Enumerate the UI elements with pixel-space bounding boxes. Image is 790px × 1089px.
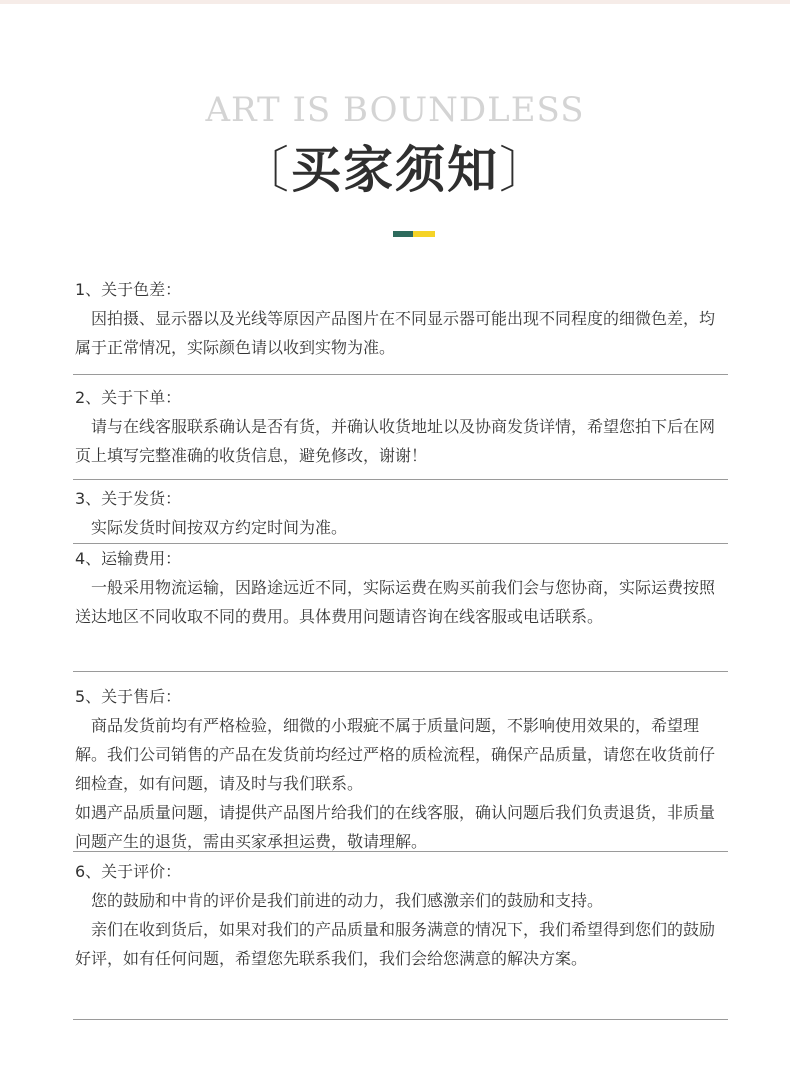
accent-bar-teal: [393, 231, 413, 237]
title-text: 买家须知: [291, 141, 499, 199]
section-heading: 1、关于色差：: [75, 280, 182, 299]
section-divider: [73, 479, 728, 480]
section-paragraph: 因拍摄、显示器以及光线等原因产品图片在不同显示器可能出现不同程度的细微色差，均属于正常情况，实际颜色请以收到实物为准。: [75, 309, 716, 357]
notice-section-reviews: [75, 858, 727, 973]
page-subtitle: ART IS BOUNDLESS: [205, 90, 585, 130]
notice-section-after-sales: [75, 683, 727, 856]
section-paragraph: 如遇产品质量问题，请提供产品图片给我们的在线客服，确认问题后我们负责退货，非质量问题产生的退货，需由买家承担运费，敬请理解。: [75, 803, 716, 851]
section-heading: 3、关于发货：: [75, 489, 182, 508]
section-paragraph: 商品发货前均有严格检验，细微的小瑕疵不属于质量问题，不影响使用效果的，希望理解。我们公司销售的产品在发货前均经过严格的质检流程，确保产品质量，请您在收货前仔细检查，如有问题，请及时与我们联系。: [75, 716, 716, 793]
section-heading: 2、关于下单：: [75, 388, 182, 407]
title-bracket-open: 〔: [239, 141, 291, 199]
section-paragraph: 一般采用物流运输，因路途远近不同，实际运费在购买前我们会与您协商，实际运费按照送达地区不同收取不同的费用。具体费用问题请咨询在线客服或电话联系。: [75, 578, 716, 626]
section-paragraph: 亲们在收到货后，如果对我们的产品质量和服务满意的情况下，我们希望得到您们的鼓励好评，如有任何问题，希望您先联系我们，我们会给您满意的解决方案。: [75, 920, 716, 968]
section-paragraph: 实际发货时间按双方约定时间为准。: [75, 518, 348, 537]
section-divider: [73, 1019, 728, 1020]
section-divider: [73, 851, 728, 852]
notice-section-ordering: [75, 384, 727, 470]
section-divider: [73, 671, 728, 672]
section-divider: [73, 543, 728, 544]
section-divider: [73, 374, 728, 375]
section-heading: 6、关于评价：: [75, 862, 182, 881]
accent-bar-yellow: [413, 231, 435, 237]
section-heading: 4、运输费用：: [75, 549, 182, 568]
page-title: [0, 138, 790, 202]
title-bracket-close: 〕: [499, 141, 551, 199]
section-paragraph: 请与在线客服联系确认是否有货，并确认收货地址以及协商发货详情，希望您拍下后在网页上填写完整准确的收货信息，避免修改，谢谢！: [75, 417, 716, 465]
notice-section-shipping: [75, 485, 727, 542]
notice-section-freight: [75, 545, 727, 631]
section-paragraph: 您的鼓励和中肯的评价是我们前进的动力，我们感激亲们的鼓励和支持。: [75, 891, 604, 910]
top-strip: [0, 0, 790, 4]
section-heading: 5、关于售后：: [75, 687, 182, 706]
notice-section-color-difference: [75, 276, 727, 362]
